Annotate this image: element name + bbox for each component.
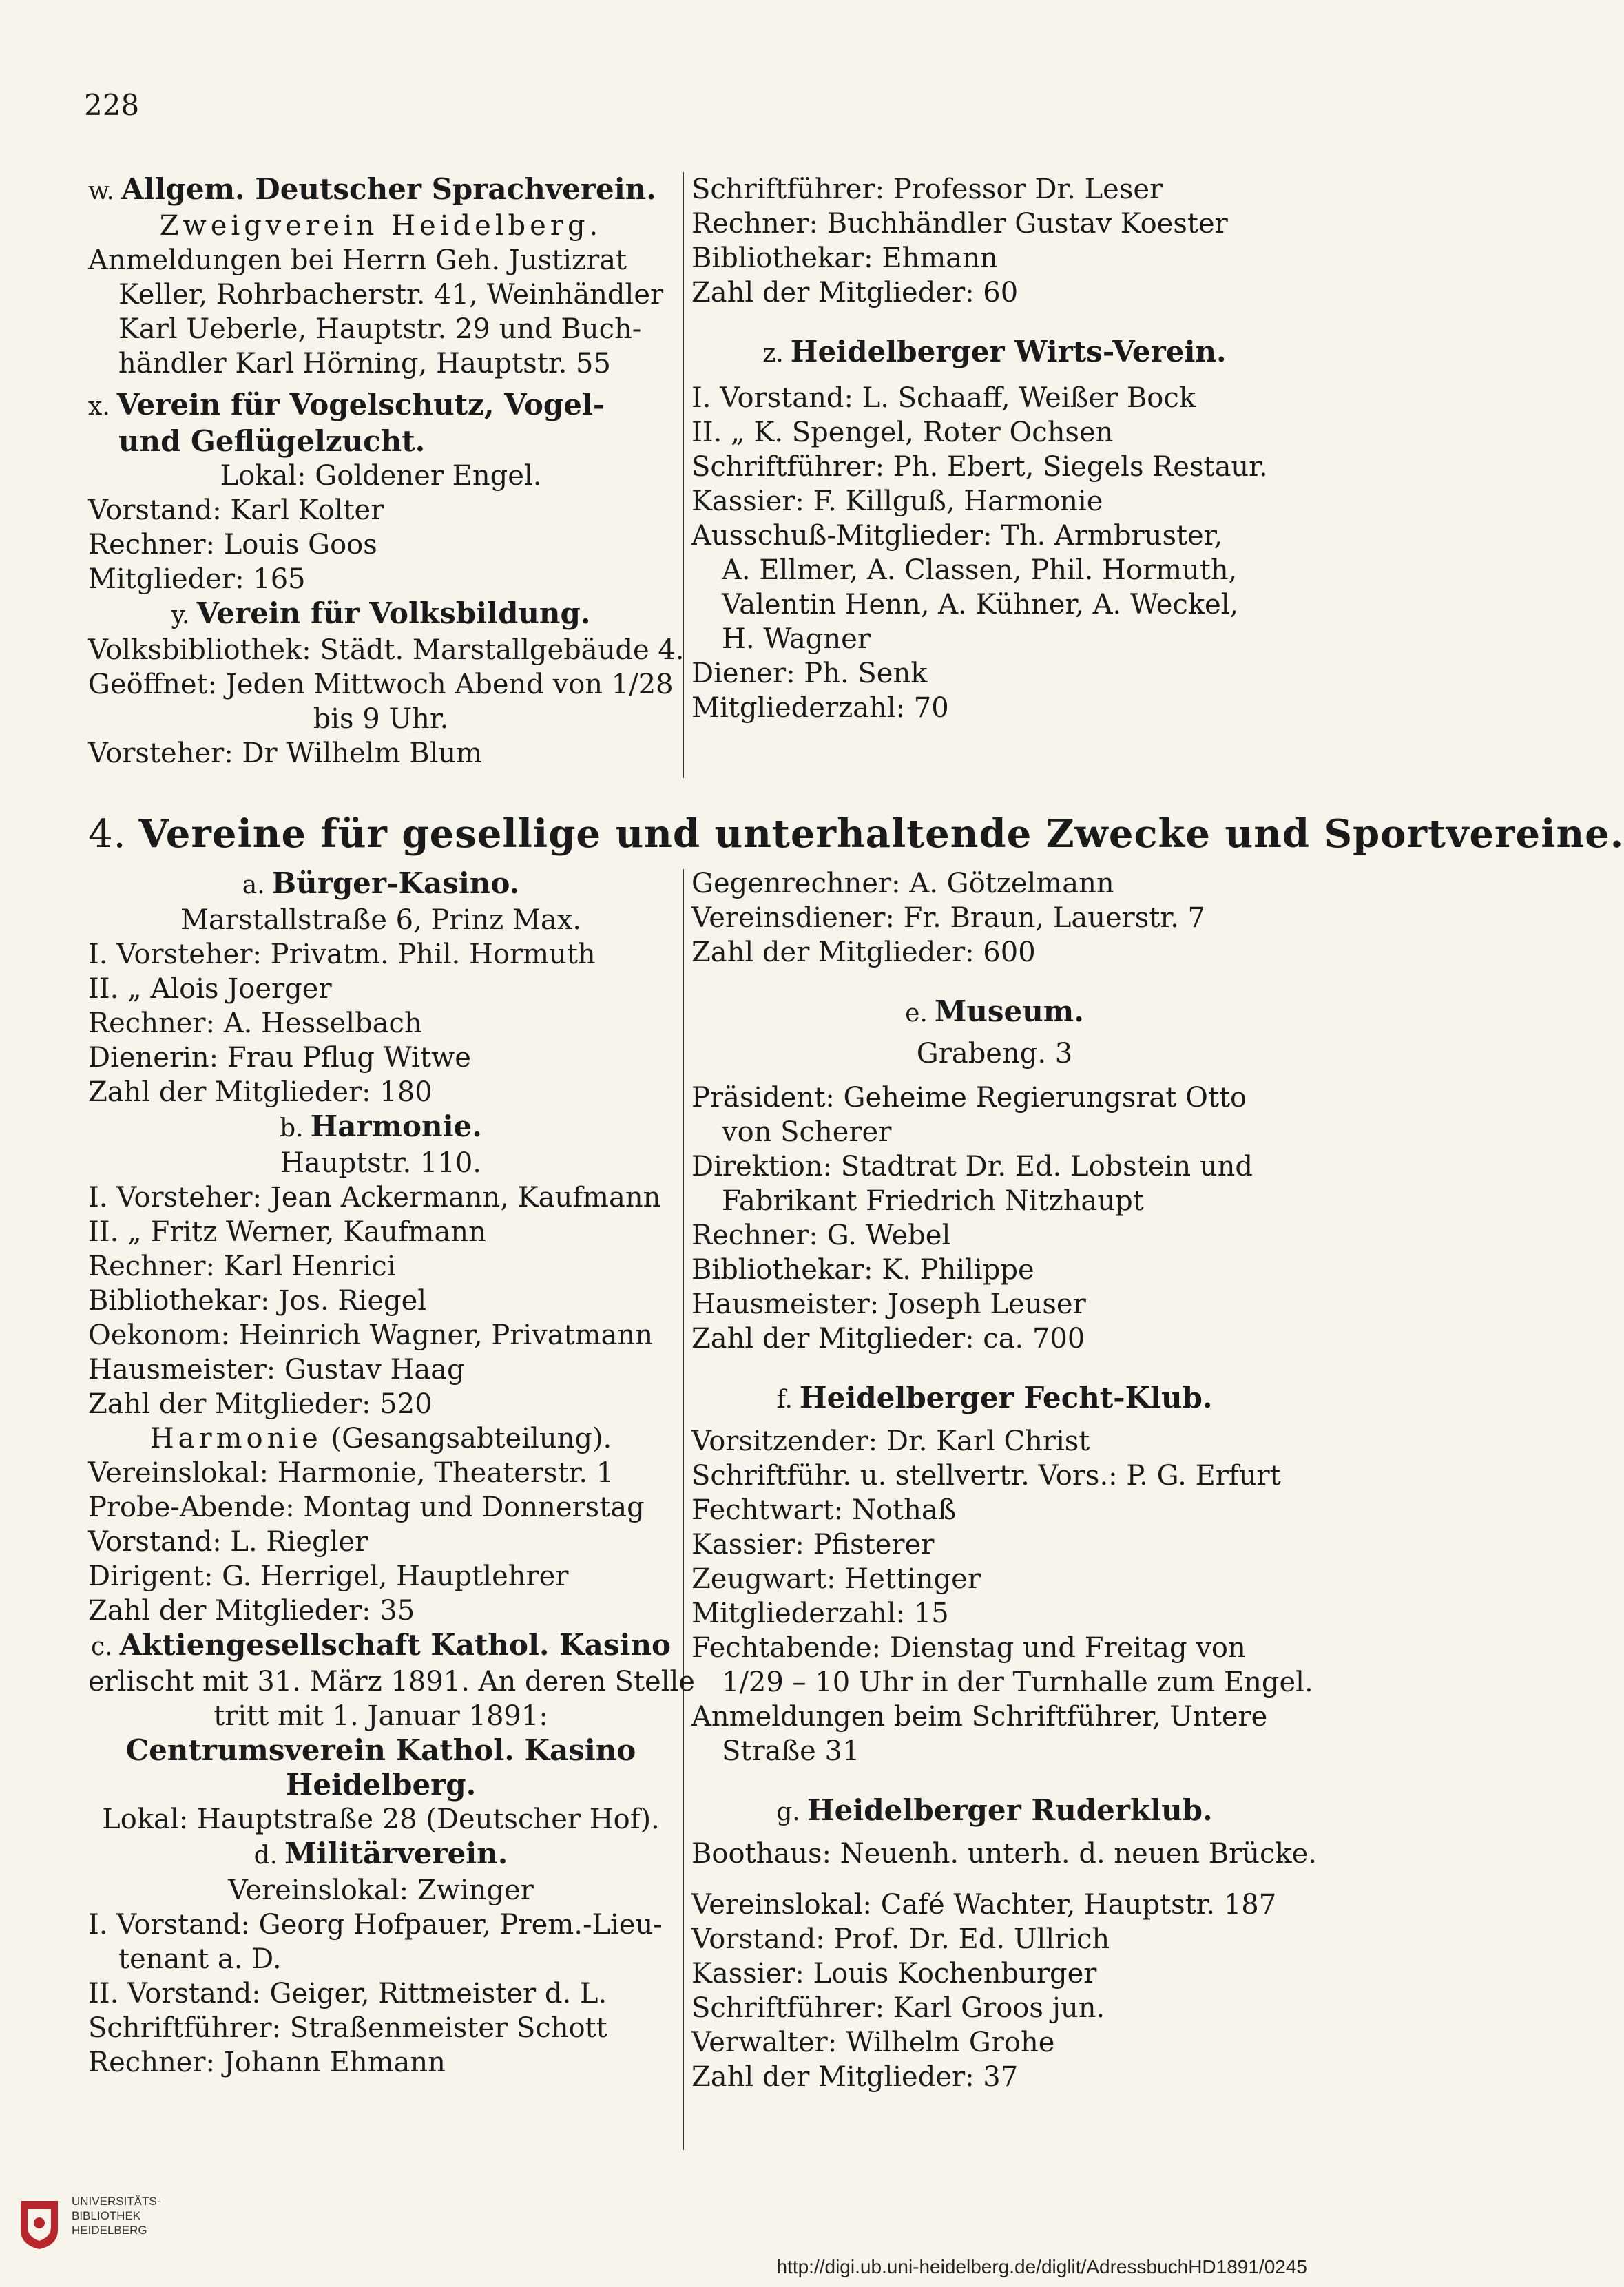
text-line: Mitglieder: 165 bbox=[88, 563, 306, 595]
text-line: tritt mit 1. Januar 1891: bbox=[214, 1700, 548, 1732]
top-right-column bbox=[691, 172, 1298, 725]
text-line: Schriftführer: Karl Groos jun. bbox=[691, 1992, 1105, 2024]
text-line: Direktion: Stadtrat Dr. Ed. Lobstein und bbox=[691, 1151, 1253, 1182]
text-line: Hausmeister: Joseph Leuser bbox=[691, 1288, 1086, 1320]
text-line: Zahl der Mitglieder: ca. 700 bbox=[691, 1323, 1085, 1355]
text-line: Präsident: Geheime Regierungsrat Otto bbox=[691, 1082, 1247, 1114]
entry-title: Militärverein. bbox=[284, 1837, 508, 1870]
entry-title: Verein für Vogelschutz, Vogel- bbox=[116, 388, 605, 421]
entry-y-heading bbox=[88, 596, 674, 633]
text-line: Schriftführ. u. stellvertr. Vors.: P. G. Erfurt bbox=[691, 1460, 1281, 1492]
text-line: Vereinslokal: Harmonie, Theaterstr. 1 bbox=[88, 1457, 614, 1489]
entry-address: Marstallstraße 6, Prinz Max. bbox=[180, 904, 581, 936]
text-line: I. Vorstand: Georg Hofpauer, Prem.-Lieu- bbox=[88, 1909, 663, 1941]
text-line: Vorsteher: Dr Wilhelm Blum bbox=[88, 738, 483, 769]
entry-title: Heidelberger Wirts-Verein. bbox=[790, 335, 1227, 368]
text-line: Vorstand: L. Riegler bbox=[88, 1526, 368, 1558]
entry-mark: a. bbox=[242, 871, 265, 899]
text-line: Vorstand: Prof. Dr. Ed. Ullrich bbox=[691, 1923, 1110, 1955]
text-line: Oekonom: Heinrich Wagner, Privatmann bbox=[88, 1319, 653, 1351]
text-line: erlischt mit 31. März 1891. An deren Stelle bbox=[88, 1666, 695, 1698]
text-line: Valentin Henn, A. Kühner, A. Weckel, bbox=[722, 589, 1239, 620]
bottom-left-column bbox=[88, 866, 695, 2080]
text-line: Volksbibliothek: Städt. Marstallgebäude 4. bbox=[88, 634, 685, 666]
library-line: BIBLIOTHEK bbox=[72, 2209, 141, 2222]
entry-local: Lokal: Hauptstraße 28 (Deutscher Hof). bbox=[102, 1804, 660, 1835]
text-line: Verwalter: Wilhelm Grohe bbox=[691, 2027, 1055, 2058]
entry-x-heading bbox=[88, 388, 674, 424]
text-line: Rechner: Buchhändler Gustav Koester bbox=[691, 208, 1228, 240]
text-line: Rechner: Karl Henrici bbox=[88, 1251, 396, 1282]
entry-new-title: Centrumsverein Kathol. Kasino bbox=[125, 1733, 636, 1767]
text-line: Dirigent: G. Herrigel, Hauptlehrer bbox=[88, 1560, 569, 1592]
text-line: Karl Ueberle, Hauptstr. 29 und Buch- bbox=[118, 313, 642, 345]
page-number: 228 bbox=[84, 88, 140, 122]
text-line: Mitgliederzahl: 70 bbox=[691, 692, 949, 724]
entry-address: Grabeng. 3 bbox=[916, 1038, 1073, 1069]
text-line: Bibliothekar: K. Philippe bbox=[691, 1254, 1034, 1286]
source-url[interactable]: http://digi.ub.uni-heidelberg.de/diglit/AdressbuchHD1891/0245 bbox=[776, 2256, 1307, 2277]
entry-title: Verein für Volksbildung. bbox=[196, 596, 591, 630]
text-line: Rechner: A. Hesselbach bbox=[88, 1007, 422, 1039]
text-line: Kassier: F. Killguß, Harmonie bbox=[691, 485, 1103, 517]
text-line: Kassier: Pfisterer bbox=[691, 1529, 935, 1560]
entry-subtitle: Zweigverein Heidelberg. bbox=[159, 210, 603, 242]
text-line: händler Karl Hörning, Hauptstr. 55 bbox=[118, 348, 611, 379]
entry-local: Lokal: Goldener Engel. bbox=[220, 460, 542, 492]
text-line: Rechner: Louis Goos bbox=[88, 529, 377, 561]
entry-mark: b. bbox=[280, 1114, 304, 1142]
entry-subsection bbox=[88, 1421, 674, 1456]
text-line: Zahl der Mitglieder: 600 bbox=[691, 937, 1036, 968]
footer-bar bbox=[0, 2183, 1328, 2287]
entry-mark: d. bbox=[253, 1841, 278, 1870]
entry-c-heading bbox=[88, 1628, 674, 1664]
text-line: von Scherer bbox=[722, 1116, 892, 1148]
text-line: 1/29 – 10 Uhr in der Turnhalle zum Engel. bbox=[722, 1667, 1313, 1698]
entry-mark: z. bbox=[762, 340, 784, 368]
bottom-right-column bbox=[691, 866, 1318, 2094]
text-line: Zeugwart: Hettinger bbox=[691, 1563, 981, 1595]
text-line: Gegenrechner: A. Götzelmann bbox=[691, 868, 1114, 899]
entry-d-heading bbox=[88, 1837, 674, 1873]
entry-title: Harmonie. bbox=[310, 1109, 482, 1143]
text-line: Zahl der Mitglieder: 520 bbox=[88, 1388, 433, 1420]
text-line: Hausmeister: Gustav Haag bbox=[88, 1354, 465, 1386]
text-line: II. „ Fritz Werner, Kaufmann bbox=[88, 1216, 486, 1248]
text-line: Fabrikant Friedrich Nitzhaupt bbox=[722, 1185, 1144, 1217]
text-line: A. Ellmer, A. Classen, Phil. Hormuth, bbox=[722, 554, 1238, 586]
entry-z-heading bbox=[691, 335, 1298, 371]
subsection-qualifier: (Gesangsabteilung). bbox=[322, 1423, 612, 1454]
entry-mark: g. bbox=[776, 1798, 800, 1826]
entry-address: Hauptstr. 110. bbox=[280, 1147, 481, 1179]
section-heading bbox=[88, 811, 1624, 857]
text-line: Boothaus: Neuenh. unterh. d. neuen Brücke. bbox=[691, 1838, 1318, 1870]
entry-title-cont: und Geflügelzucht. bbox=[118, 424, 426, 458]
entry-title: Heidelberger Fecht-Klub. bbox=[799, 1381, 1213, 1414]
entry-mark: c. bbox=[90, 1633, 113, 1661]
text-line: H. Wagner bbox=[722, 623, 871, 655]
entry-g-heading bbox=[691, 1793, 1298, 1830]
text-line: Geöffnet: Jeden Mittwoch Abend von 1/28 bbox=[88, 669, 674, 700]
text-line: Fechtabende: Dienstag und Freitag von bbox=[691, 1632, 1246, 1664]
entry-title: Bürger-Kasino. bbox=[271, 866, 520, 900]
text-line: Zahl der Mitglieder: 180 bbox=[88, 1076, 433, 1108]
text-line: tenant a. D. bbox=[118, 1943, 282, 1975]
entry-mark: y. bbox=[171, 601, 190, 629]
text-line: Vorstand: Karl Kolter bbox=[88, 494, 384, 526]
entry-mark: f. bbox=[776, 1386, 793, 1414]
text-line: Bibliothekar: Ehmann bbox=[691, 242, 998, 274]
text-line: II. „ Alois Joerger bbox=[88, 973, 332, 1005]
text-line: Zahl der Mitglieder: 37 bbox=[691, 2061, 1019, 2093]
top-left-column bbox=[88, 172, 685, 771]
text-line: Bibliothekar: Jos. Riegel bbox=[88, 1285, 427, 1317]
text-line: I. Vorsteher: Privatm. Phil. Hormuth bbox=[88, 939, 596, 970]
entry-mark: e. bbox=[905, 999, 928, 1027]
entry-mark: x. bbox=[88, 393, 110, 421]
section-title: Vereine für gesellige und unterhaltende Zwecke und Sportvereine. bbox=[138, 811, 1624, 857]
column-divider bbox=[683, 869, 684, 2150]
text-line: I. Vorstand: L. Schaaff, Weißer Bock bbox=[691, 382, 1196, 414]
text-line: Vereinslokal: Café Wachter, Hauptstr. 187 bbox=[691, 1889, 1277, 1921]
text-line: Kassier: Louis Kochenburger bbox=[691, 1958, 1097, 1990]
text-line: Schriftführer: Professor Dr. Leser bbox=[691, 174, 1163, 205]
text-line: Keller, Rohrbacherstr. 41, Weinhändler bbox=[118, 279, 664, 311]
text-line: Probe-Abende: Montag und Donnerstag bbox=[88, 1492, 645, 1523]
entry-local: Vereinslokal: Zwinger bbox=[228, 1874, 534, 1906]
text-line: Vereinsdiener: Fr. Braun, Lauerstr. 7 bbox=[691, 902, 1205, 934]
text-line: Dienerin: Frau Pflug Witwe bbox=[88, 1042, 471, 1074]
entry-w-heading bbox=[88, 172, 674, 209]
entry-mark: w. bbox=[88, 177, 114, 205]
text-line: I. Vorsteher: Jean Ackermann, Kaufmann bbox=[88, 1182, 661, 1213]
text-line: Rechner: G. Webel bbox=[691, 1220, 951, 1251]
text-line: Anmeldungen beim Schriftführer, Untere bbox=[691, 1701, 1268, 1733]
column-divider bbox=[683, 172, 684, 778]
entry-e-heading bbox=[691, 994, 1298, 1031]
entry-new-title-cont: Heidelberg. bbox=[285, 1768, 477, 1802]
text-line: Vorsitzender: Dr. Karl Christ bbox=[691, 1426, 1090, 1457]
text-line: Diener: Ph. Senk bbox=[691, 658, 928, 689]
entry-title: Heidelberger Ruderklub. bbox=[806, 1793, 1213, 1827]
text-line: II. Vorstand: Geiger, Rittmeister d. L. bbox=[88, 1978, 607, 2009]
subsection-name: Harmonie bbox=[149, 1423, 322, 1454]
section-number: 4. bbox=[88, 812, 127, 857]
text-line: Ausschuß-Mitglieder: Th. Armbruster, bbox=[691, 520, 1223, 552]
text-line: Zahl der Mitglieder: 35 bbox=[88, 1595, 415, 1627]
text-line: bis 9 Uhr. bbox=[313, 703, 449, 735]
library-seal-icon bbox=[15, 2195, 63, 2251]
text-line: Mitgliederzahl: 15 bbox=[691, 1598, 949, 1629]
text-line: Schriftführer: Straßenmeister Schott bbox=[88, 2012, 607, 2044]
entry-title: Allgem. Deutscher Sprachverein. bbox=[121, 172, 656, 206]
text-line: II. „ K. Spengel, Roter Ochsen bbox=[691, 417, 1114, 448]
library-name bbox=[72, 2194, 160, 2237]
library-line: HEIDELBERG bbox=[72, 2224, 147, 2237]
entry-title: Museum. bbox=[934, 994, 1084, 1028]
library-line: UNIVERSITÄTS- bbox=[72, 2195, 161, 2208]
text-line: Anmeldungen bei Herrn Geh. Justizrat bbox=[88, 244, 627, 276]
text-line: Straße 31 bbox=[722, 1735, 860, 1767]
text-line: Rechner: Johann Ehmann bbox=[88, 2047, 446, 2078]
entry-f-heading bbox=[691, 1381, 1298, 1417]
text-line: Fechtwart: Nothaß bbox=[691, 1494, 957, 1526]
text-line: Zahl der Mitglieder: 60 bbox=[691, 277, 1019, 309]
entry-title: Aktiengesellschaft Kathol. Kasino bbox=[119, 1628, 672, 1662]
entry-a-heading bbox=[88, 866, 674, 903]
text-line: Schriftführer: Ph. Ebert, Siegels Restaur. bbox=[691, 451, 1268, 483]
entry-b-heading bbox=[88, 1109, 674, 1146]
